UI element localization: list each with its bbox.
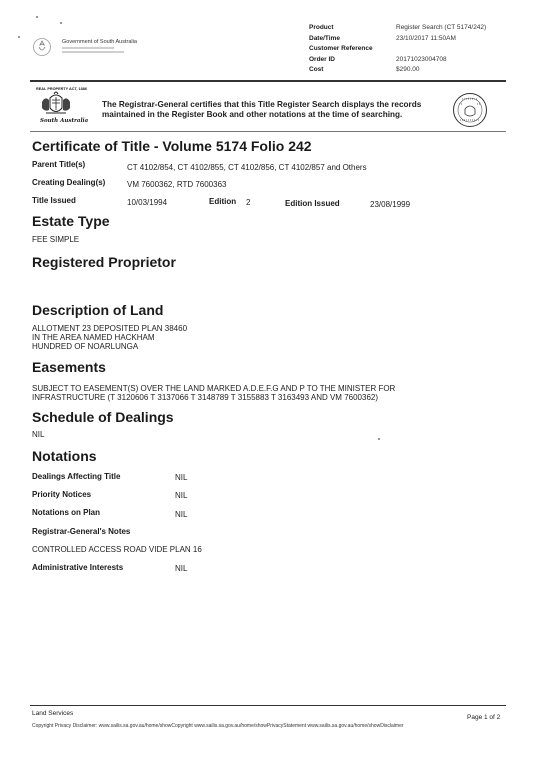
administrative-interests-value: NIL bbox=[175, 564, 188, 573]
estate-type-value: FEE SIMPLE bbox=[32, 235, 80, 244]
registered-proprietor-heading: Registered Proprietor bbox=[32, 254, 176, 270]
scan-speck bbox=[36, 16, 38, 18]
registrar-general-notes-label: Registrar-General's Notes bbox=[32, 527, 131, 536]
meta-value: Register Search (CT 5174/242) bbox=[396, 24, 487, 31]
certification-statement: The Registrar-General certifies that this Title Register Search displays the records maintained in the Register Book and other notations at the time of searching. bbox=[102, 100, 422, 119]
priority-notices-label: Priority Notices bbox=[32, 490, 92, 499]
edition-issued-label: Edition Issued bbox=[285, 199, 340, 208]
easements-line: SUBJECT TO EASEMENT(S) OVER THE LAND MARKED A.D.E.F.G AND P TO THE MINISTER FOR bbox=[32, 384, 396, 393]
government-subtext bbox=[62, 47, 140, 57]
title-issued-value: 10/03/1994 bbox=[127, 198, 168, 207]
meta-row-order-id bbox=[309, 56, 486, 67]
meta-value bbox=[396, 45, 486, 56]
notations-on-plan-value: NIL bbox=[175, 510, 188, 519]
meta-value: 20171023004708 bbox=[396, 55, 447, 63]
meta-label: Customer Reference bbox=[309, 45, 373, 52]
schedule-of-dealings-heading: Schedule of Dealings bbox=[32, 409, 174, 425]
administrative-interests-label: Administrative Interests bbox=[32, 563, 124, 572]
scan-speck bbox=[378, 438, 380, 440]
notations-on-plan-label: Notations on Plan bbox=[32, 508, 100, 517]
land-description-line: ALLOTMENT 23 DEPOSITED PLAN 38460 bbox=[32, 324, 188, 333]
parent-titles-value: CT 4102/854, CT 4102/855, CT 4102/856, CT 4102/857 and Others bbox=[127, 163, 367, 172]
certification-divider bbox=[30, 131, 506, 132]
header-divider bbox=[30, 80, 506, 82]
land-description-line: HUNDRED OF NOARLUNGA bbox=[32, 342, 139, 351]
meta-row-cost bbox=[309, 66, 486, 77]
dealings-affecting-title-label: Dealings Affecting Title bbox=[32, 472, 121, 481]
meta-label: Order ID bbox=[309, 55, 336, 63]
government-logo-icon bbox=[32, 36, 52, 58]
meta-label: Date/Time bbox=[309, 34, 340, 42]
meta-row-customer-reference bbox=[309, 45, 486, 56]
land-description-line: IN THE AREA NAMED HACKHAM bbox=[32, 333, 155, 342]
act-label: REAL PROPERTY ACT, 1886 bbox=[36, 87, 87, 91]
certificate-title: Certificate of Title - Volume 5174 Folio 242 bbox=[32, 138, 312, 154]
state-label: South Australia bbox=[40, 118, 89, 124]
page-number: Page 1 of 2 bbox=[467, 714, 501, 721]
description-of-land-heading: Description of Land bbox=[32, 302, 164, 318]
creating-dealings-label: Creating Dealing(s) bbox=[32, 178, 106, 187]
edition-value: 2 bbox=[246, 198, 251, 207]
title-issued-label: Title Issued bbox=[32, 196, 76, 205]
scan-speck bbox=[60, 22, 62, 24]
edition-issued-value: 23/08/1999 bbox=[370, 200, 411, 209]
parent-titles-label: Parent Title(s) bbox=[32, 160, 86, 169]
footer-divider bbox=[30, 705, 506, 706]
meta-value: $290.00 bbox=[396, 66, 420, 73]
schedule-of-dealings-value: NIL bbox=[32, 430, 45, 439]
government-name: Government of South Australia bbox=[62, 39, 137, 45]
registrar-seal-icon bbox=[452, 92, 488, 128]
estate-type-heading: Estate Type bbox=[32, 213, 110, 229]
footer-copyright-links[interactable]: Copyright Privacy Disclaimer: www.sailis.sa.gov.au/home/showCopyright www.sailis.sa.gov.au/home/showPrivacyStatement www.sailis.sa.gov.au/home/showDisclaimer bbox=[32, 723, 404, 729]
certification-band bbox=[30, 86, 506, 130]
meta-row-product bbox=[309, 24, 486, 35]
meta-value: 23/10/2017 11:50AM bbox=[396, 34, 456, 42]
order-meta-table bbox=[309, 24, 486, 77]
footer-agency: Land Services bbox=[32, 710, 74, 717]
creating-dealings-value: VM 7600362, RTD 7600363 bbox=[127, 180, 227, 189]
dealings-affecting-title-value: NIL bbox=[175, 473, 188, 482]
meta-label: Cost bbox=[309, 66, 324, 73]
priority-notices-value: NIL bbox=[175, 491, 188, 500]
meta-row-datetime bbox=[309, 35, 486, 46]
registrar-general-notes-value: CONTROLLED ACCESS ROAD VIDE PLAN 16 bbox=[32, 545, 202, 554]
notations-heading: Notations bbox=[32, 448, 97, 464]
easements-line: INFRASTRUCTURE (T 3120606 T 3137066 T 3148789 T 3155883 T 3163493 AND VM 7600362) bbox=[32, 393, 379, 402]
edition-label: Edition bbox=[209, 197, 237, 206]
easements-heading: Easements bbox=[32, 359, 106, 375]
meta-label: Product bbox=[309, 24, 334, 31]
scan-speck bbox=[18, 36, 20, 38]
